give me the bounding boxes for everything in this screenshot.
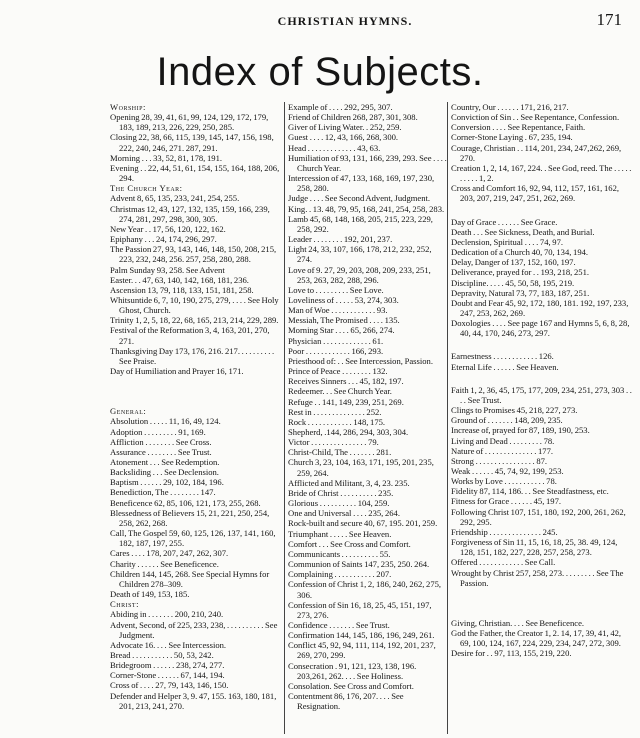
index-entry: Call, The Gospel 59, 60, 125, 126, 137, 141, 160, 182, 187, 197, 255. [110,528,276,549]
index-entry: Victor . . . . . . . . . . . . . . . 79. [288,437,379,448]
index-entry: Dedication of a Church 40, 70, 134, 194. [451,247,589,258]
index-entry: Epiphany . . . 24, 174, 296, 297. [110,234,217,245]
index-entry: Bread . . . . . . . . . . . 50, 53, 242. [110,649,214,660]
index-entry: Palm Sunday 93, 258. See Advent [110,264,225,275]
index-entry: Doxologies . . . . See page 167 and Hymns 5, 6, 8, 28, 40, 44, 170, 246, 273, 297. [451,318,630,339]
index-entry: Benediction, The . . . . . . . . 147. [110,487,216,498]
index-entry: Cross and Comfort 16, 92, 94, 112, 157, 161, 162, 203, 207, 219, 247, 251, 262, 269. [451,183,620,204]
index-entry: God the Father, the Creator 1, 2. 14, 17, 39, 41, 42, 69, 100, 124, 167, 224, 229, 234, 247, 272, 309. [451,628,622,649]
running-head: CHRISTIAN HYMNS. [277,14,413,28]
index-entry: Example of . . . . 292, 295, 307. [288,102,393,112]
index-entry: Festival of the Reformation 3, 4, 163, 201, 270, 271. [110,325,270,346]
index-entry: Confession of Sin 16, 18, 25, 45, 151, 197, 273, 276. [288,599,432,620]
index-entry: Death of 149, 153, 185. [110,589,190,600]
index-entry: Poor . . . . . . . . . . . . 166, 293. [288,345,384,356]
index-entry: Desire for . . 97, 113, 155, 219, 220. [451,648,572,659]
index-entry: Advent 8, 65, 135, 233, 241, 254, 255. [110,193,240,204]
index-entry: Absolution . . . . . 11, 16, 49, 124. [110,416,221,427]
index-entry: Courage, Christian . . 114, 201, 234, 247,262, 269, 270. [451,142,622,163]
index-entry: Living and Dead . . . . . . . . . 78. [451,435,555,446]
index-column-1 [110,102,280,734]
index-entry: Messiah, The Promised . . . . 135. [288,315,400,326]
index-entry: Friendship . . . . . . . . . . . . . . 245. [451,526,558,537]
index-entry: Confirmation 144, 145, 186, 196, 249, 261. [288,630,435,641]
index-entry: Backsliding . . . See Declension. [110,467,219,478]
page-number: 171 [596,10,622,29]
index-entry: Creation 1, 2, 14, 167, 224. . See God, reed. The . . . . . . . . . . 1, 2. [451,162,632,184]
index-entry: Man of Woe . . . . . . . . . . . . 93. [288,305,388,316]
index-entry: Beneficence 62, 85, 106, 121, 173, 255, 268. [110,497,261,508]
index-entry: Death . . . See Sickness, Death, and Burial. [451,226,595,237]
index-entry: Atonement . . . See Redemption. [110,457,220,467]
index-entry: Day of Humiliation and Prayer 16, 171. [110,366,244,377]
index-columns [110,102,632,734]
index-entry: Morning . . . 33, 52, 81, 178, 191. [110,152,223,163]
index-entry: Ground of . . . . . . . 148, 209, 235. [451,415,563,426]
index-entry: Prince of Peace . . . . . . . . 132. [288,366,388,377]
index-entry: Children 144, 145, 268. See Special Hymns for Children 278–309. [110,568,270,589]
index-entry: Glorious . . . . . . . . . . 104, 259. [288,498,390,509]
index-entry: Trinity 1, 2, 5, 18, 22, 68, 165, 213, 214, 229, 289. [110,315,279,326]
index-entry: Wrought by Christ 257, 258, 273. . . . . . . . . See The Passion. [451,567,624,588]
index-entry: Refuge . . 141, 149, 239, 251, 269. [288,396,404,407]
index-entry: Consecration . 91, 121, 123, 138, 196. 203,261, 262. . . . See Holiness. [288,660,417,681]
index-entry: Corner-Stone Laying . 67, 235, 194. [451,132,573,143]
index-entry: Communion of Saints 147, 235, 250. 264. [288,559,430,570]
index-entry: Eternal Life . . . . . . See Heaven. [451,361,559,372]
index-entry: Light 24, 33, 107, 166, 178, 212, 232, 252, 274. [288,244,432,265]
index-entry: Following Christ 107, 151, 180, 192, 200, 261, 262, 292, 295. [451,506,626,527]
index-entry: Shepherd, .144, 286, 294, 303, 304. [288,427,409,437]
index-entry: Morning Star . . . . 65, 266, 274. [288,325,395,336]
index-entry: Judge . . . . See Second Advent, Judgment. [288,193,431,204]
index-entry: Abiding in . . . . . . . 200, 210, 240. [110,609,224,620]
index-entry: Charity . . . . . . See Beneficence. [110,558,219,569]
index-entry: Physician . . . . . . . . . . . . . 61. [288,335,384,346]
index-entry: Confession of Christ 1, 2, 186, 240, 262, 275, 306. [288,579,442,600]
index-entry: Weak . . . . . . 45, 74, 92, 199, 253. [451,466,564,476]
index-entry: Strong . . . . . . . . . . . . . . . . 87. [451,455,548,466]
section-spacer [451,372,632,385]
index-entry: Complaining . . . . . . . . . . . 207. [288,569,392,580]
index-entry: Doubt and Fear 45, 92, 172, 180, 181. 192, 197, 233, 247, 253, 262, 269. [451,297,629,318]
index-entry: Faith 1, 2, 36, 45, 175, 177, 209, 234, 251, 273, 303 . . . . See Trust. [451,384,632,405]
index-column-3 [447,102,632,734]
index-entry: Consolation. See Cross and Comfort. [288,680,414,691]
index-entry: Contentment 86, 176, 207. . . . See Resignation. [288,691,404,712]
index-column-2 [284,102,447,734]
index-entry: Nature of . . . . . . . . . . . . . . 177. [451,445,554,456]
index-entry: Advocate 16. . . . See Intercession. [110,639,227,650]
index-entry: Baptism . . . . . . 29, 102, 184, 196. [110,477,224,488]
index-entry: Giving, Christian. . . . See Beneficence. [451,617,585,628]
index-entry: Cares . . . . 178, 207, 247, 262, 307. [110,548,229,559]
index-entry: Conflict 45, 92, 94, 111, 114, 192, 201, 237, 269, 270, 299. [288,640,436,661]
index-entry: Christ-Child, The . . . . . . . 281. [288,447,392,458]
index-entry: Earnestness . . . . . . . . . . . . 126. [451,351,554,362]
index-entry: Rock-built and secure 40, 67, 195. 201, 259. [288,518,438,529]
index-entry: Declension, Spiritual . . . . 74, 97. [451,236,564,247]
index-entry: Affliction . . . . . . . . See Cross. [110,436,212,447]
section-heading: The Church Year: [110,183,183,194]
index-entry: Rock . . . . . . . . . . . . 148, 175. [288,416,386,427]
index-entry: Whitsuntide 6, 7, 10, 190, 275, 279, . . . . See Holy Ghost, Church. [110,294,279,316]
index-entry: Comfort . . . See Cross and Comfort. [288,538,411,549]
index-entry: Corner-Stone . . . . . . 67, 144, 194. [110,670,225,681]
index-entry: Deliverance, prayed for . . 193, 218, 251. [451,267,590,278]
index-entry: The Passion 27, 93, 143, 146, 148, 150, 208, 215, 223, 232, 248, 256. 257, 258, 280, 288. [110,244,277,265]
index-entry: Assurance . . . . . . . . See Trust. [110,446,212,457]
index-entry: Bridegroom . . . . . . 238, 274, 277. [110,660,225,671]
index-entry: Country, Our . . . . . . 171, 216, 217. [451,102,569,112]
index-entry: Receives Sinners . . . 45, 182, 197. [288,376,404,387]
index-entry: Day of Grace . . . . . . See Grace. [451,216,558,227]
index-entry: Triumphant . . . . . See Heaven. [288,528,392,539]
index-entry: Priesthood of: . . See Intercession, Passion. [288,355,433,366]
index-entry: Intercession of 47, 133, 168, 169, 197, 230, 258, 280. [288,173,435,194]
section-spacer [451,204,632,217]
index-entry: Conviction of Sin . . See Repentance, Confession. [451,112,620,123]
index-entry: Christmas 12, 43, 127, 132, 135, 159, 166, 239, 274, 281, 297, 298, 300, 305. [110,203,270,224]
index-entry: Thanksgiving Day 173, 176, 216. 217. . . . . . . . . . See Praise. [110,345,275,366]
index-entry: Church 3, 23, 104, 163, 171, 195, 201, 235, 259, 264. [288,457,434,478]
index-entry: Bride of Christ . . . . . . . . . . 235. [288,487,394,498]
index-entry: Lamb 45, 68, 148, 168, 205, 215, 223, 229, 258, 292. [288,213,433,234]
index-entry: Clings to Promises 45, 218, 227, 273. [451,405,578,416]
index-entry: Offered . . . . . . . . . . . . See Call. [451,557,556,568]
index-entry: Conversion . . . . See Repentance, Faith. [451,122,586,133]
section-heading: Worship: [110,102,146,112]
section-spacer [451,338,632,351]
index-entry: Friend of Children 268, 287, 301, 308. [288,112,418,123]
index-entry: Fitness for Grace . . . . . . 45, 197. [451,496,562,507]
section-heading: General: [110,406,147,417]
section-spacer [451,588,632,618]
index-entry: Evening . . 22, 44, 51, 61, 154, 155, 164, 188, 206, 294. [110,162,280,184]
index-entry: Head . . . . . . . . . . . . . 43, 63. [288,142,381,153]
index-entry: Humiliation of 93, 131, 166, 239, 293. See . . . . Church Year. [288,152,447,173]
index-entry: Defender and Helper 3, 9. 47, 155. 163, 180, 181, 201, 213, 241, 270. [110,690,277,711]
index-entry: Rest in . . . . . . . . . . . . . . 252. [288,406,382,417]
index-entry: Depravity, Natural 73, 77, 183, 187, 251. [451,287,590,298]
index-entry: Discipline. . . . . 45, 50, 58, 195, 219. [451,277,575,288]
index-entry: Guest . . . . 12, 43, 166, 268, 300. [288,132,399,143]
index-entry: Ascension 13, 79, 118, 133, 151, 181, 258. [110,284,254,295]
index-entry: Loveliness of . . . . . 53, 274, 303. [288,294,399,305]
index-entry: Delay, Danger of 137, 152, 160, 197. [451,257,576,268]
index-entry: Leader . . . . . . . . 192, 201, 237. [288,234,393,245]
index-entry: Giver of Living Water. . 252, 259. [288,122,402,133]
index-entry: Works by Love . . . . . . . . . . . 78. [451,476,557,487]
section-heading: Christ: [110,599,139,610]
index-entry: Closing 22, 38, 66, 115, 139, 145, 147, 156, 198, 222, 240, 246, 271. 287, 291. [110,132,274,153]
page-header [0,10,640,34]
index-entry: Afflicted and Militant, 3, 4, 23. 235. [288,477,410,488]
index-entry: Adoption . . . . . . . . . 91, 169. [110,426,206,437]
index-entry: Communicants . . . . . . . . . . 55. [288,548,391,559]
index-entry: Redeemer. . . See Church Year. [288,386,392,397]
index-entry: Increase of, prayed for 87, 189, 190, 253. [451,425,590,436]
index-entry: Fidelity 87, 114, 186. . . See Steadfastness, etc. [451,486,609,497]
index-entry: Love of 9. 27, 29, 203, 208, 209, 233, 251, 253, 263, 282, 288, 296. [288,264,431,285]
index-entry: King. . 13. 48, 79, 95, 168, 241, 254, 258, 283. [288,203,445,214]
index-entry: Confidence . . . . . . . See Trust. [288,619,390,630]
index-entry: Forgiveness of Sin 11, 15, 16, 18, 25, 38. 49, 124, 128, 151, 182, 227, 228, 257, 258, 273. [451,537,618,558]
index-entry: One and Universal . . . . 235, 264. [288,508,400,519]
index-entry: Love to . . . . . . . . . See Love. [288,284,384,295]
section-spacer [110,376,280,406]
index-entry: Cross of . . . . 27, 79, 143, 146, 150. [110,680,229,691]
index-entry: Opening 28, 39, 41, 61, 99, 124, 129, 172, 179, 183, 189, 213, 226, 229, 250, 285. [110,112,269,133]
index-entry: Blessedness of Believers 15, 21, 221, 250, 254, 258, 262, 268. [110,507,270,528]
index-entry: Easter. . . 47, 63, 140, 142, 168, 181, 236. [110,274,249,285]
page-title: Index of Subjects. [156,50,484,94]
index-entry: New Year . . 17, 56, 120, 122, 162. [110,223,226,234]
index-entry: Advent, Second, of 225, 233, 238, . . . . . . . . . . See Judgment. [110,619,278,640]
